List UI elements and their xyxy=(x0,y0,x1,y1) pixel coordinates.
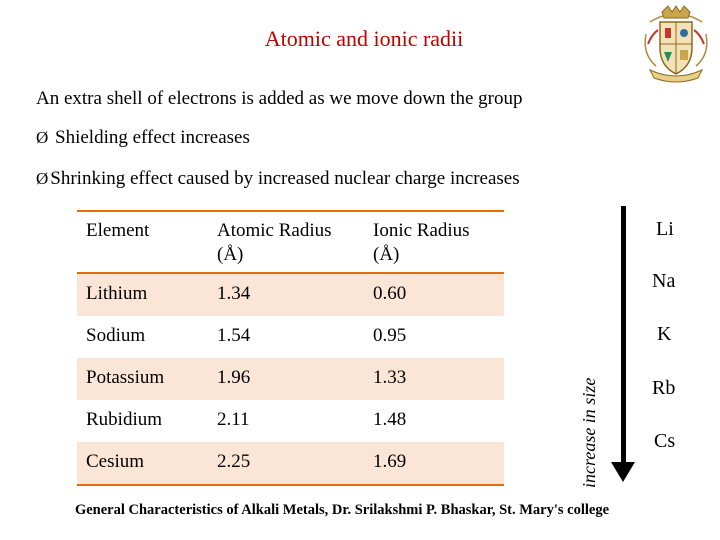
cell-ionic: 1.69 xyxy=(373,451,407,472)
bullet-text: Shielding effect increases xyxy=(50,127,250,148)
trend-element-li: Li xyxy=(656,218,674,240)
arrow-bullet-icon: Ø xyxy=(36,128,49,147)
cell-element: Potassium xyxy=(86,367,165,388)
cell-element: Sodium xyxy=(86,325,146,346)
table-row xyxy=(77,442,504,486)
cell-atomic: 2.11 xyxy=(217,409,250,430)
header-element: Element xyxy=(86,220,150,241)
table-row xyxy=(77,358,504,400)
college-crest-icon xyxy=(640,4,712,84)
down-arrow-icon xyxy=(611,462,635,482)
cell-ionic: 0.60 xyxy=(373,283,407,304)
header-ionic-radius: Ionic Radius (Å) xyxy=(373,220,470,265)
cell-element: Rubidium xyxy=(86,409,163,430)
table-row xyxy=(77,316,504,358)
footer-credit: General Characteristics of Alkali Metals, Dr. Srilakshmi P. Bhaskar, St. Mary's college xyxy=(74,502,610,518)
cell-element: Lithium xyxy=(86,283,148,304)
trend-arrow-shaft xyxy=(621,206,626,473)
cell-atomic: 1.34 xyxy=(217,283,251,304)
cell-atomic: 1.96 xyxy=(217,367,251,388)
header-atomic-radius: Atomic Radius (Å) xyxy=(217,220,332,265)
trend-element-cs: Cs xyxy=(654,430,676,452)
slide-title: Atomic and ionic radii xyxy=(264,26,464,51)
cell-atomic: 2.25 xyxy=(217,451,251,472)
trend-element-na: Na xyxy=(652,270,676,292)
table-header-row xyxy=(77,210,504,274)
arrow-bullet-icon: Ø xyxy=(36,169,49,188)
cell-element: Cesium xyxy=(86,451,145,472)
cell-ionic: 0.95 xyxy=(373,325,407,346)
trend-label: increase in size xyxy=(579,377,599,488)
table-row xyxy=(77,400,504,442)
intro-text: An extra shell of electrons is added as we move down the group xyxy=(36,88,523,109)
trend-element-k: K xyxy=(657,323,672,345)
cell-ionic: 1.48 xyxy=(373,409,407,430)
cell-atomic: 1.54 xyxy=(217,325,251,346)
bullet-text: Shrinking effect caused by increased nuclear charge increases xyxy=(50,168,520,189)
bullet-shrinking xyxy=(36,168,520,190)
radii-table xyxy=(77,210,504,486)
trend-element-rb: Rb xyxy=(652,377,676,399)
table-row xyxy=(77,274,504,316)
cell-ionic: 1.33 xyxy=(373,367,407,388)
bullet-shielding xyxy=(36,127,250,149)
